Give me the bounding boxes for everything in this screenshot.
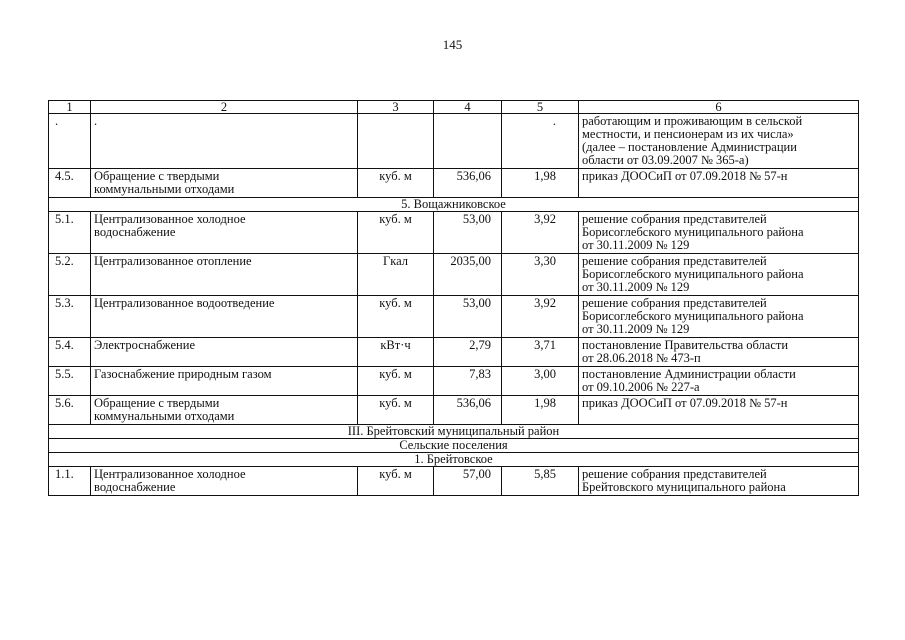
cell-coefficient: 3,00 (502, 367, 579, 396)
cell-standard: 536,06 (434, 396, 502, 425)
cell-item-number: 5.5. (49, 367, 91, 396)
cell-legal-basis: решение собрания представителей Борисоглебского муниципального района от 30.11.2009 № 129 (579, 254, 859, 296)
cell-standard: 2035,00 (434, 254, 502, 296)
header-cell-5: 5 (502, 101, 579, 114)
table-row (49, 212, 859, 254)
cell-service-name: Централизованное холодное водоснабжение (91, 212, 358, 254)
cell-legal-basis: постановление Администрации области от 09.10.2006 № 227-а (579, 367, 859, 396)
section-heading: Сельские поселения (49, 439, 859, 453)
cell-coefficient: 3,92 (502, 296, 579, 338)
cell-service-name: Газоснабжение природным газом (91, 367, 358, 396)
table-row (49, 367, 859, 396)
cell-unit: куб. м (358, 169, 434, 198)
cell-unit: куб. м (358, 296, 434, 338)
table-row (49, 296, 859, 338)
cell-service-name: Централизованное отопление (91, 254, 358, 296)
cell-standard: 536,06 (434, 169, 502, 198)
page-number: 145 (442, 37, 463, 52)
cell-coefficient: 3,71 (502, 338, 579, 367)
header-cell-6: 6 (579, 101, 859, 114)
cell-service-name: Обращение с твердыми коммунальными отходами (91, 169, 358, 198)
table-row (49, 396, 859, 425)
header-cell-4: 4 (434, 101, 502, 114)
cell-service-name: Электроснабжение (91, 338, 358, 367)
cell-service-name: Обращение с твердыми коммунальными отходами (91, 396, 358, 425)
cell-legal-basis: постановление Правительства области от 28.06.2018 № 473-п (579, 338, 859, 367)
cell-item-number: 4.5. (49, 169, 91, 198)
cell-legal-basis: приказ ДООСиП от 07.09.2018 № 57-н (579, 396, 859, 425)
cell-coefficient: 1,98 (502, 396, 579, 425)
cell-unit: Гкал (358, 254, 434, 296)
table-row (49, 338, 859, 367)
cell-standard: 2,79 (434, 338, 502, 367)
cell-item-number: 5.4. (49, 338, 91, 367)
cell-legal-basis: решение собрания представителей Борисоглебского муниципального района от 30.11.2009 № 129 (579, 212, 859, 254)
cell-service-name: Централизованное холодное водоснабжение (91, 467, 358, 496)
cell-unit: куб. м (358, 212, 434, 254)
cell-standard (434, 114, 502, 169)
cell-unit: куб. м (358, 467, 434, 496)
cell-standard: 53,00 (434, 212, 502, 254)
section-row (49, 198, 859, 212)
cell-item-number: 5.3. (49, 296, 91, 338)
table-body (49, 101, 859, 496)
table-header-row (49, 101, 859, 114)
cell-legal-basis: приказ ДООСиП от 07.09.2018 № 57-н (579, 169, 859, 198)
cell-unit: куб. м (358, 367, 434, 396)
section-heading: 5. Вощажниковское (49, 198, 859, 212)
section-heading: III. Брейтовский муниципальный район (49, 425, 859, 439)
header-cell-3: 3 (358, 101, 434, 114)
cell-legal-basis: работающим и проживающим в сельской местности, и пенсионерам из их числа» (далее – постановление Администрации области от 03.09.2007 № 365-а) (579, 114, 859, 169)
cell-standard: 57,00 (434, 467, 502, 496)
table-row (49, 169, 859, 198)
cell-standard: 53,00 (434, 296, 502, 338)
section-heading: 1. Брейтовское (49, 453, 859, 467)
cell-coefficient: 1,98 (502, 169, 579, 198)
tariff-table (48, 100, 859, 496)
cell-service-name: . (91, 114, 358, 169)
cell-item-number: 5.1. (49, 212, 91, 254)
header-cell-2: 2 (91, 101, 358, 114)
cell-coefficient: 3,92 (502, 212, 579, 254)
table-row (49, 254, 859, 296)
section-row (49, 425, 859, 439)
cell-service-name: Централизованное водоотведение (91, 296, 358, 338)
cell-standard: 7,83 (434, 367, 502, 396)
header-cell-1: 1 (49, 101, 91, 114)
cell-coefficient: . (502, 114, 579, 169)
cell-coefficient: 3,30 (502, 254, 579, 296)
cell-item-number: 5.6. (49, 396, 91, 425)
section-row (49, 453, 859, 467)
table-row (49, 467, 859, 496)
cell-item-number: 1.1. (49, 467, 91, 496)
cell-item-number: 5.2. (49, 254, 91, 296)
cell-item-number: . (49, 114, 91, 169)
cell-coefficient: 5,85 (502, 467, 579, 496)
table-row (49, 114, 859, 169)
cell-unit (358, 114, 434, 169)
cell-unit: куб. м (358, 396, 434, 425)
cell-legal-basis: решение собрания представителей Борисоглебского муниципального района от 30.11.2009 № 129 (579, 296, 859, 338)
cell-unit: кВт·ч (358, 338, 434, 367)
cell-legal-basis: решение собрания представителей Брейтовского муниципального района (579, 467, 859, 496)
section-row (49, 439, 859, 453)
